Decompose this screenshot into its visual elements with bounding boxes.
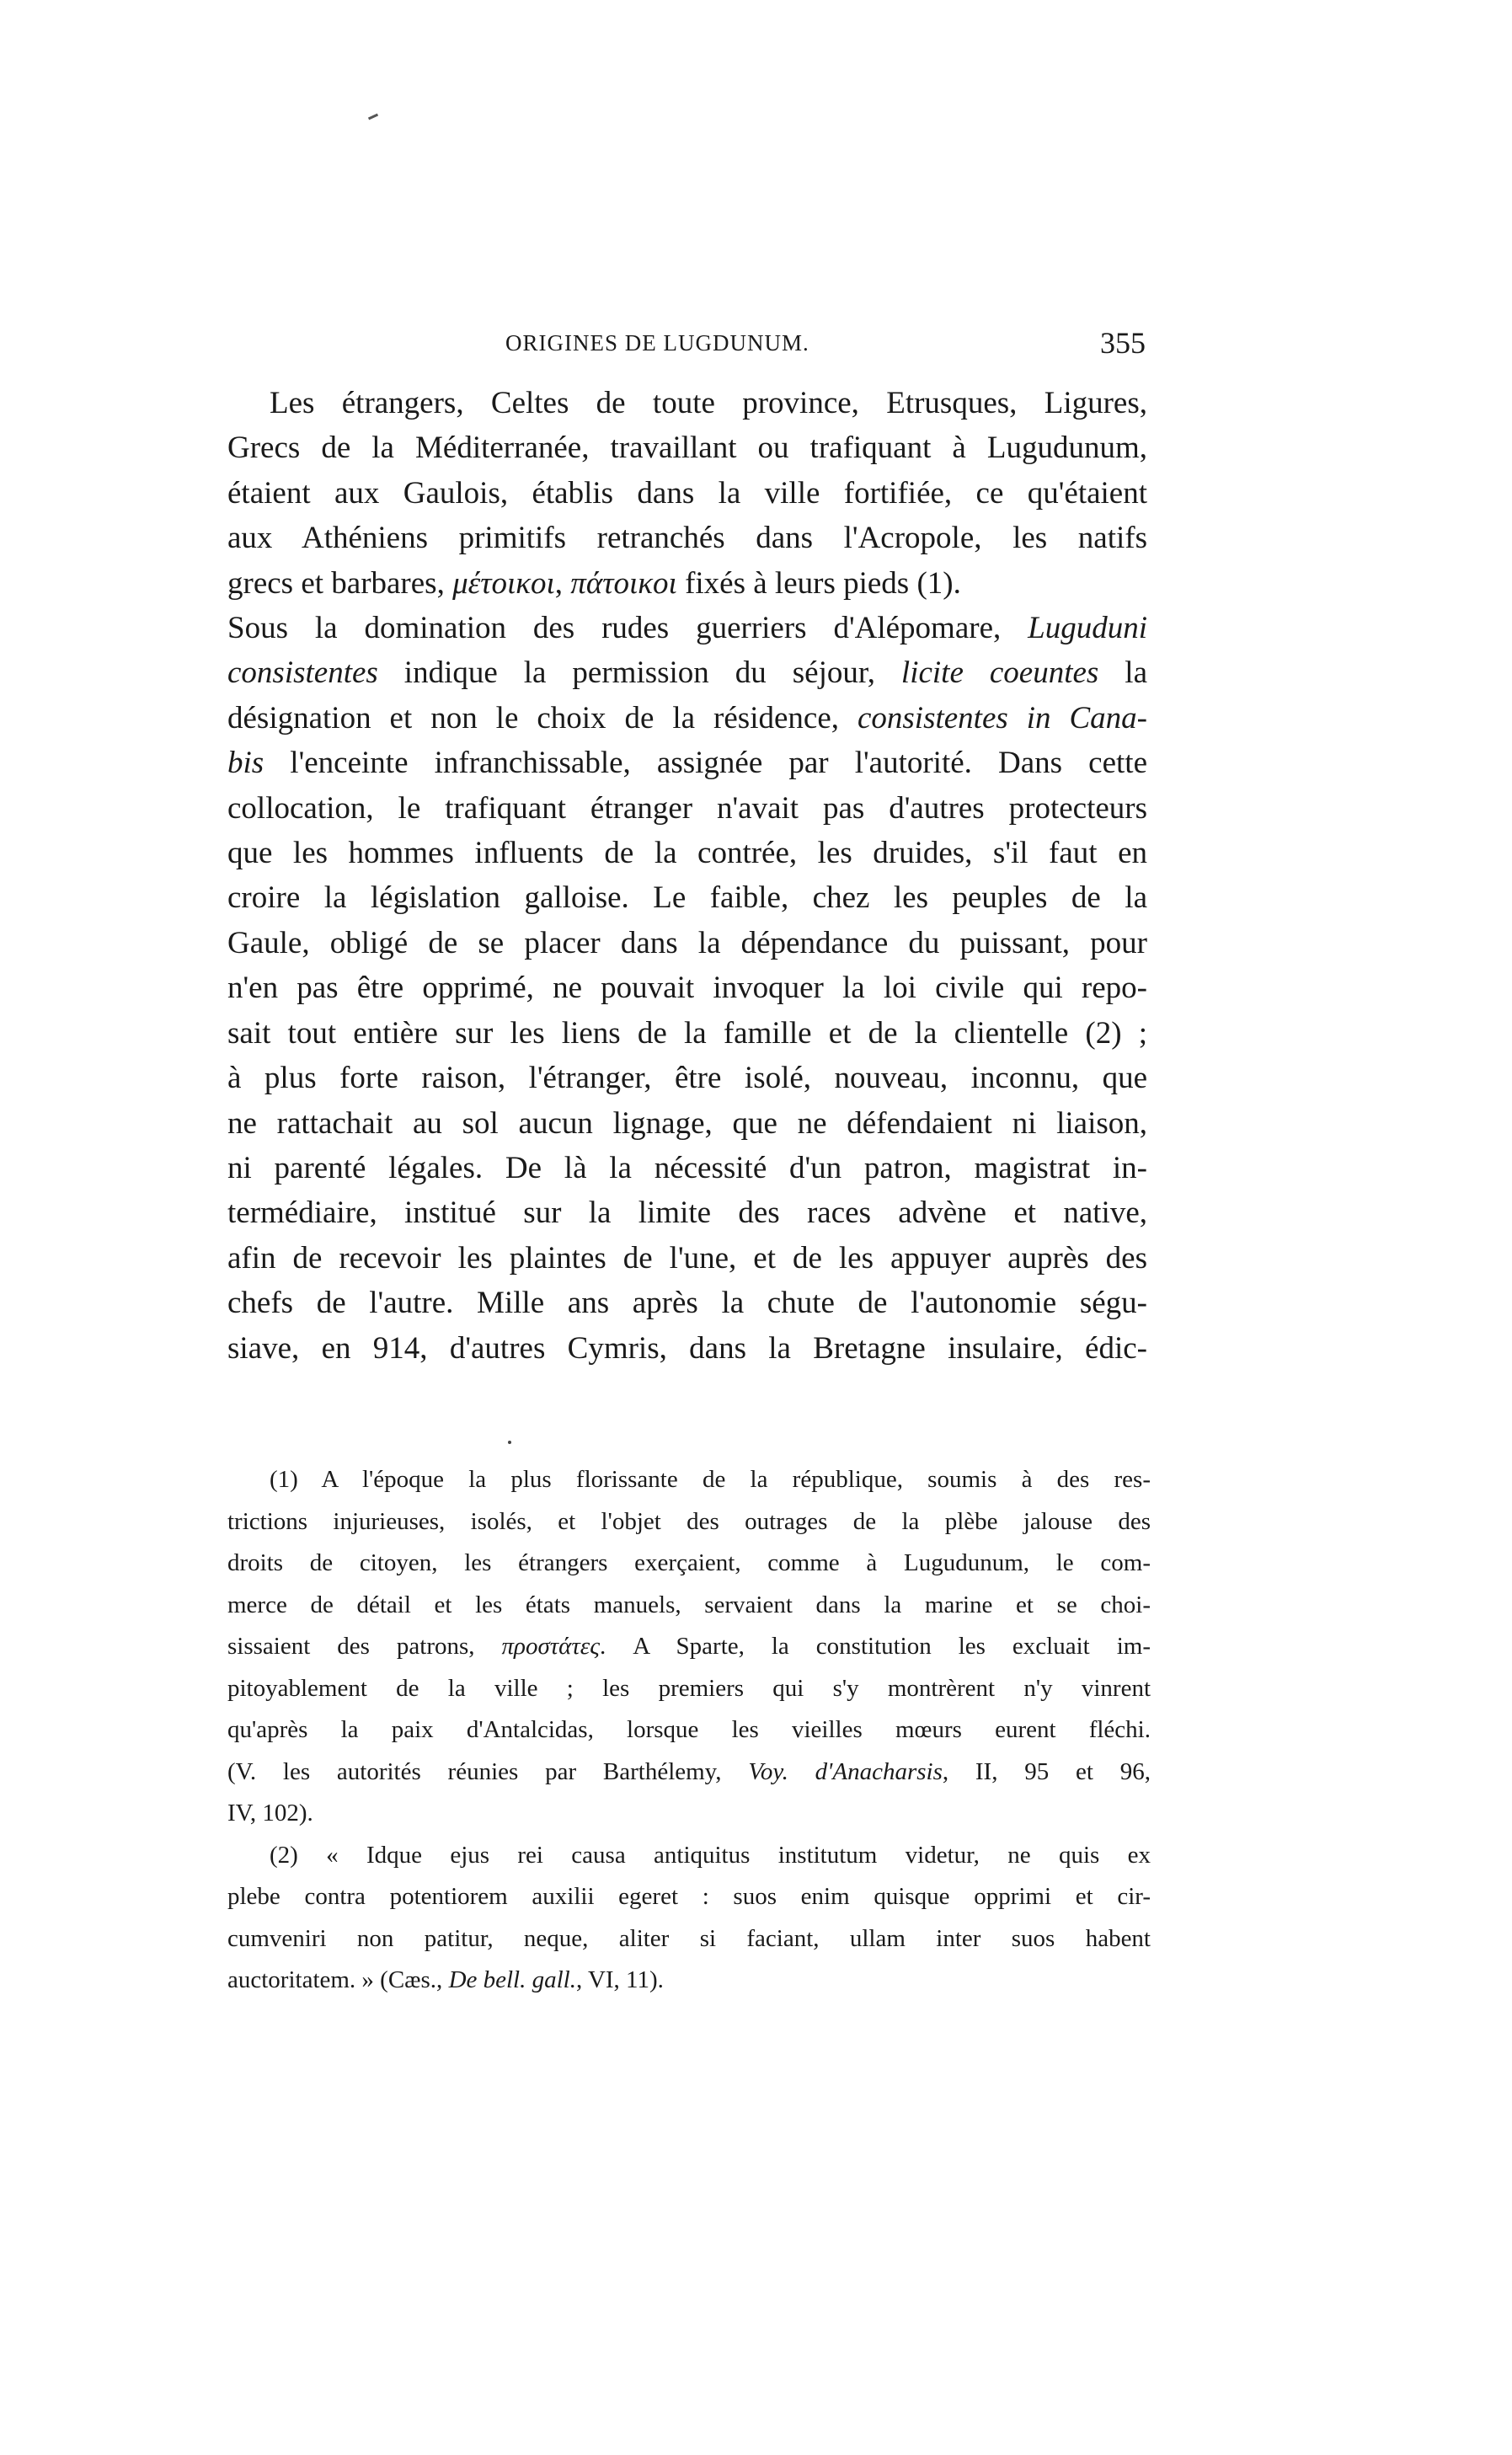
body-line: [227, 606, 1147, 650]
footnote-line: [227, 1918, 1151, 1960]
body-text: [227, 381, 1147, 1371]
text-segment: siave, en 914, d'autres Cymris, dans la Bretagne insulaire, édic-: [227, 1330, 1147, 1366]
footnote-line: [227, 1793, 1151, 1835]
footnote-line: [227, 1876, 1151, 1918]
text-segment: la: [1098, 655, 1147, 691]
text-segment: cumveniri non patitur, neque, aliter si faciant, ullam inter suos habent: [227, 1924, 1151, 1952]
body-line: [227, 650, 1147, 695]
text-segment: auctoritatem. » (Cæs.,: [227, 1966, 449, 1993]
text-segment: ,: [554, 565, 571, 601]
text-segment: sissaient des patrons,: [227, 1633, 502, 1660]
body-line: [227, 1326, 1147, 1371]
text-segment: chefs de l'autre. Mille ans après la chute de l'autonomie ségu-: [227, 1286, 1147, 1321]
body-line: [227, 921, 1147, 965]
body-line: [227, 1190, 1147, 1235]
italic-text: consistentes in Cana-: [857, 700, 1147, 735]
body-line: [227, 831, 1147, 875]
text-segment: étaient aux Gaulois, établis dans la ville fortifiée, ce qu'étaient: [227, 475, 1147, 511]
text-segment: désignation et non le choix de la résidence,: [227, 700, 858, 735]
footnote-line: [227, 1960, 1151, 2002]
body-line: [227, 1056, 1147, 1100]
text-segment: indique la permission du séjour,: [377, 655, 901, 691]
italic-text: De bell. gall.: [448, 1966, 576, 1993]
stray-mark: [368, 114, 378, 120]
text-segment: Grecs de la Méditerranée, travaillant ou trafiquant à Lugudunum,: [227, 431, 1147, 466]
footnote-line: [227, 1459, 1151, 1501]
body-line: [227, 1146, 1147, 1190]
footnote-line: [227, 1709, 1151, 1752]
text-segment: (2) « Idque ejus rei causa antiquitus institutum videtur, ne quis ex: [270, 1841, 1151, 1869]
text-segment: croire la législation galloise. Le faible, chez les peuples de la: [227, 880, 1147, 916]
text-segment: droits de citoyen, les étrangers exerçaient, comme à Lugudunum, le com-: [227, 1549, 1151, 1576]
text-segment: termédiaire, institué sur la limite des races advène et native,: [227, 1195, 1147, 1231]
text-segment: merce de détail et les états manuels, servaient dans la marine et se choi-: [227, 1591, 1151, 1618]
footnote-line: [227, 1668, 1151, 1710]
footnote-line: [227, 1585, 1151, 1627]
text-segment: aux Athéniens primitifs retranchés dans l'Acropole, les natifs: [227, 521, 1147, 556]
italic-text: πάτοικοι: [570, 565, 677, 601]
body-line: [227, 1011, 1147, 1056]
body-line: [227, 696, 1147, 741]
footnote-line: [227, 1543, 1151, 1585]
text-segment: , VI, 11).: [575, 1966, 664, 1993]
body-line: [227, 561, 1147, 606]
body-line: [227, 1236, 1147, 1281]
text-segment: qu'après la paix d'Antalcidas, lorsque les vieilles mœurs eurent fléchi.: [227, 1716, 1151, 1743]
running-title: ORIGINES DE LUGDUNUM.: [505, 330, 809, 356]
footnote-line: [227, 1626, 1151, 1668]
text-segment: IV, 102).: [227, 1800, 313, 1827]
text-segment: . A Sparte, la constitution les excluait im-: [599, 1633, 1151, 1660]
body-line: [227, 965, 1147, 1010]
italic-text: Voy. d'Anacharsis: [748, 1757, 943, 1785]
body-line: [227, 425, 1147, 470]
text-segment: sait tout entière sur les liens de la famille et de la clientelle (2) ;: [227, 1015, 1147, 1051]
body-line: [227, 471, 1147, 516]
text-segment: Les étrangers, Celtes de toute province, Etrusques, Ligures,: [270, 386, 1147, 420]
text-segment: que les hommes influents de la contrée, les druides, s'il faut en: [227, 836, 1147, 871]
body-line: [227, 786, 1147, 831]
body-line: [227, 1281, 1147, 1325]
italic-text: consistentes: [227, 655, 378, 691]
body-line: [227, 875, 1147, 920]
running-header: [505, 326, 1146, 360]
italic-text: Luguduni: [1028, 611, 1147, 646]
text-segment: l'enceinte infranchissable, assignée par l'autorité. Dans cette: [264, 746, 1147, 781]
page-number: 355: [1100, 326, 1146, 360]
body-line: [227, 1101, 1147, 1146]
text-segment: pitoyablement de la ville ; les premiers qui s'y montrèrent n'y vinrent: [227, 1674, 1151, 1702]
text-segment: fixés à leurs pieds (1).: [676, 565, 961, 601]
footnote-line: [227, 1501, 1151, 1543]
text-segment: afin de recevoir les plaintes de l'une, et de les appuyer auprès des: [227, 1240, 1147, 1276]
text-segment: ne rattachait au sol aucun lignage, que ne défendaient ni liaison,: [227, 1105, 1147, 1141]
text-segment: Sous la domination des rudes guerriers d'Alépomare,: [227, 611, 1028, 646]
footnote-line: [227, 1752, 1151, 1794]
text-segment: collocation, le trafiquant étranger n'avait pas d'autres protecteurs: [227, 790, 1147, 826]
text-segment: Gaule, obligé de se placer dans la dépendance du puissant, pour: [227, 925, 1147, 960]
text-segment: trictions injurieuses, isolés, et l'objet des outrages de la plèbe jalouse des: [227, 1507, 1151, 1535]
text-segment: (V. les autorités réunies par Barthélemy,: [227, 1757, 749, 1785]
italic-text: μέτοικοι: [452, 565, 555, 601]
body-line: [227, 516, 1147, 560]
separator-dot: [508, 1441, 511, 1444]
text-segment: (1) A l'époque la plus florissante de la république, soumis à des res-: [270, 1466, 1151, 1493]
footnote-line: [227, 1835, 1151, 1877]
body-line: [227, 741, 1147, 785]
text-segment: ni parenté légales. De là la nécessité d'un patron, magistrat in-: [227, 1150, 1147, 1185]
text-segment: grecs et barbares,: [227, 565, 453, 601]
italic-text: licite coeuntes: [900, 655, 1099, 691]
text-segment: plebe contra potentiorem auxilii egeret : suos enim quisque opprimi et cir-: [227, 1883, 1151, 1910]
text-segment: , II, 95 et 96,: [942, 1757, 1151, 1785]
italic-text: bis: [227, 746, 264, 781]
body-line: [227, 381, 1147, 425]
text-segment: n'en pas être opprimé, ne pouvait invoquer la loi civile qui repo-: [227, 971, 1147, 1006]
italic-text: προστάτες: [501, 1633, 600, 1660]
text-segment: à plus forte raison, l'étranger, être isolé, nouveau, inconnu, que: [227, 1061, 1147, 1096]
footnotes: [227, 1459, 1151, 2002]
